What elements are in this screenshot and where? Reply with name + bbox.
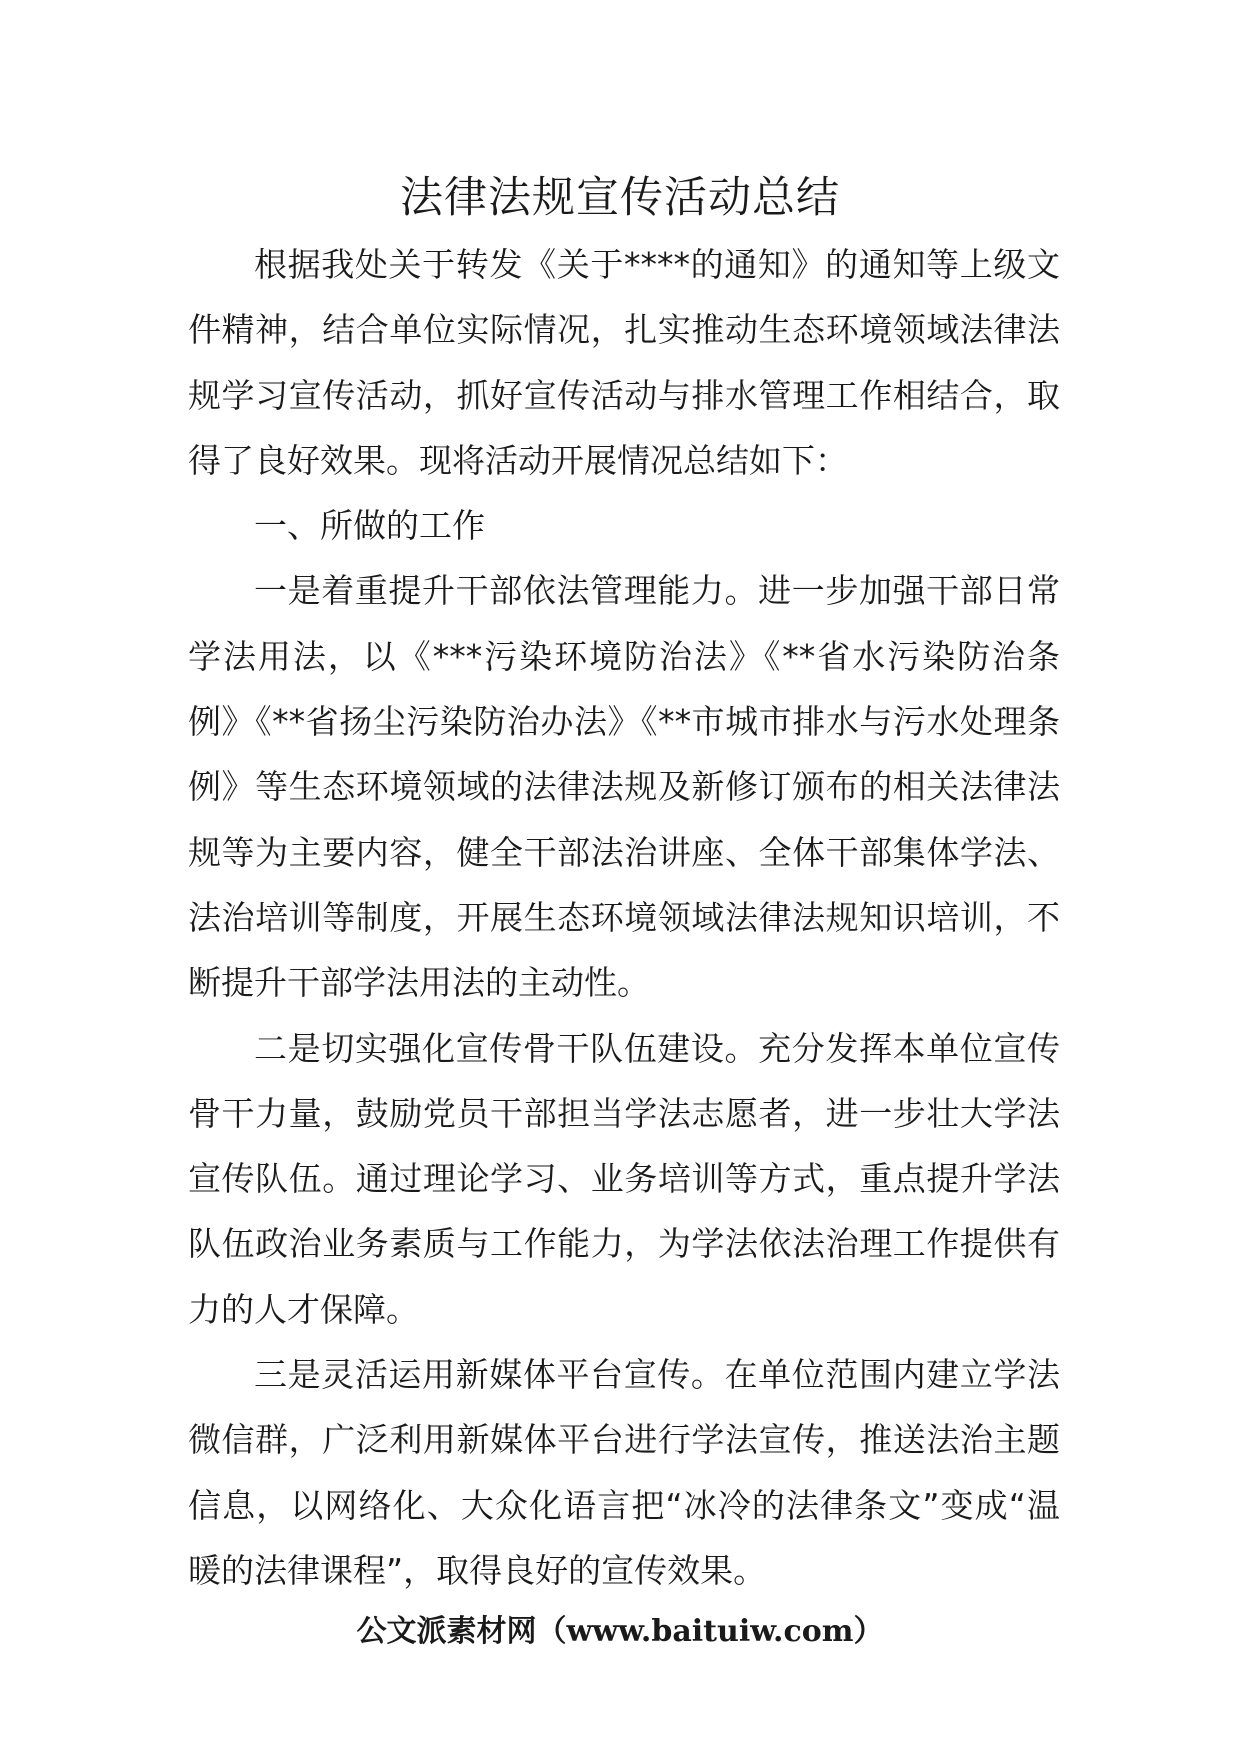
document-body <box>188 232 1060 1603</box>
document-title: 法律法规宣传活动总结 <box>400 173 840 223</box>
paragraph-item-three: 三是灵活运用新媒体平台宣传。在单位范围内建立学法微信群，广泛利用新媒体平台进行学法宣传，推送法治主题信息，以网络化、大众化语言把“冰冷的法律条文”变成“温暖的法律课程”，取得良好的宣传效果。 <box>188 1355 1060 1590</box>
intro-paragraph: 根据我处关于转发《关于****的通知》的通知等上级文件精神，结合单位实际情况，扎实推动生态环境领域法律法规学习宣传活动，抓好宣传活动与排水管理工作相结合，取得了良好效果。现将活动开展情况总结如下： <box>188 245 1060 480</box>
footer-source-note: 公文派素材网（www.baituiw.com） <box>356 1614 884 1649</box>
paragraph-item-two: 二是切实强化宣传骨干队伍建设。充分发挥本单位宣传骨干力量，鼓励党员干部担当学法志愿者，进一步壮大学法宣传队伍。通过理论学习、业务培训等方式，重点提升学法队伍政治业务素质与工作能力，为学法依法治理工作提供有力的人才保障。 <box>188 1028 1060 1329</box>
paragraph-item-one: 一是着重提升干部依法管理能力。进一步加强干部日常学法用法，以《***污染环境防治法》《**省水污染防治条例》《**省扬尘污染防治办法》《**市城市排水与污水处理条例》等生态环境领域的法律法规及新修订颁布的相关法律法规等为主要内容，健全干部法治讲座、全体干部集体学法、法治培训等制度，开展生态环境领域法律法规知识培训，不断提升干部学法用法的主动性。 <box>188 571 1061 1003</box>
section-heading-work-done: 一、所做的工作 <box>254 506 485 546</box>
